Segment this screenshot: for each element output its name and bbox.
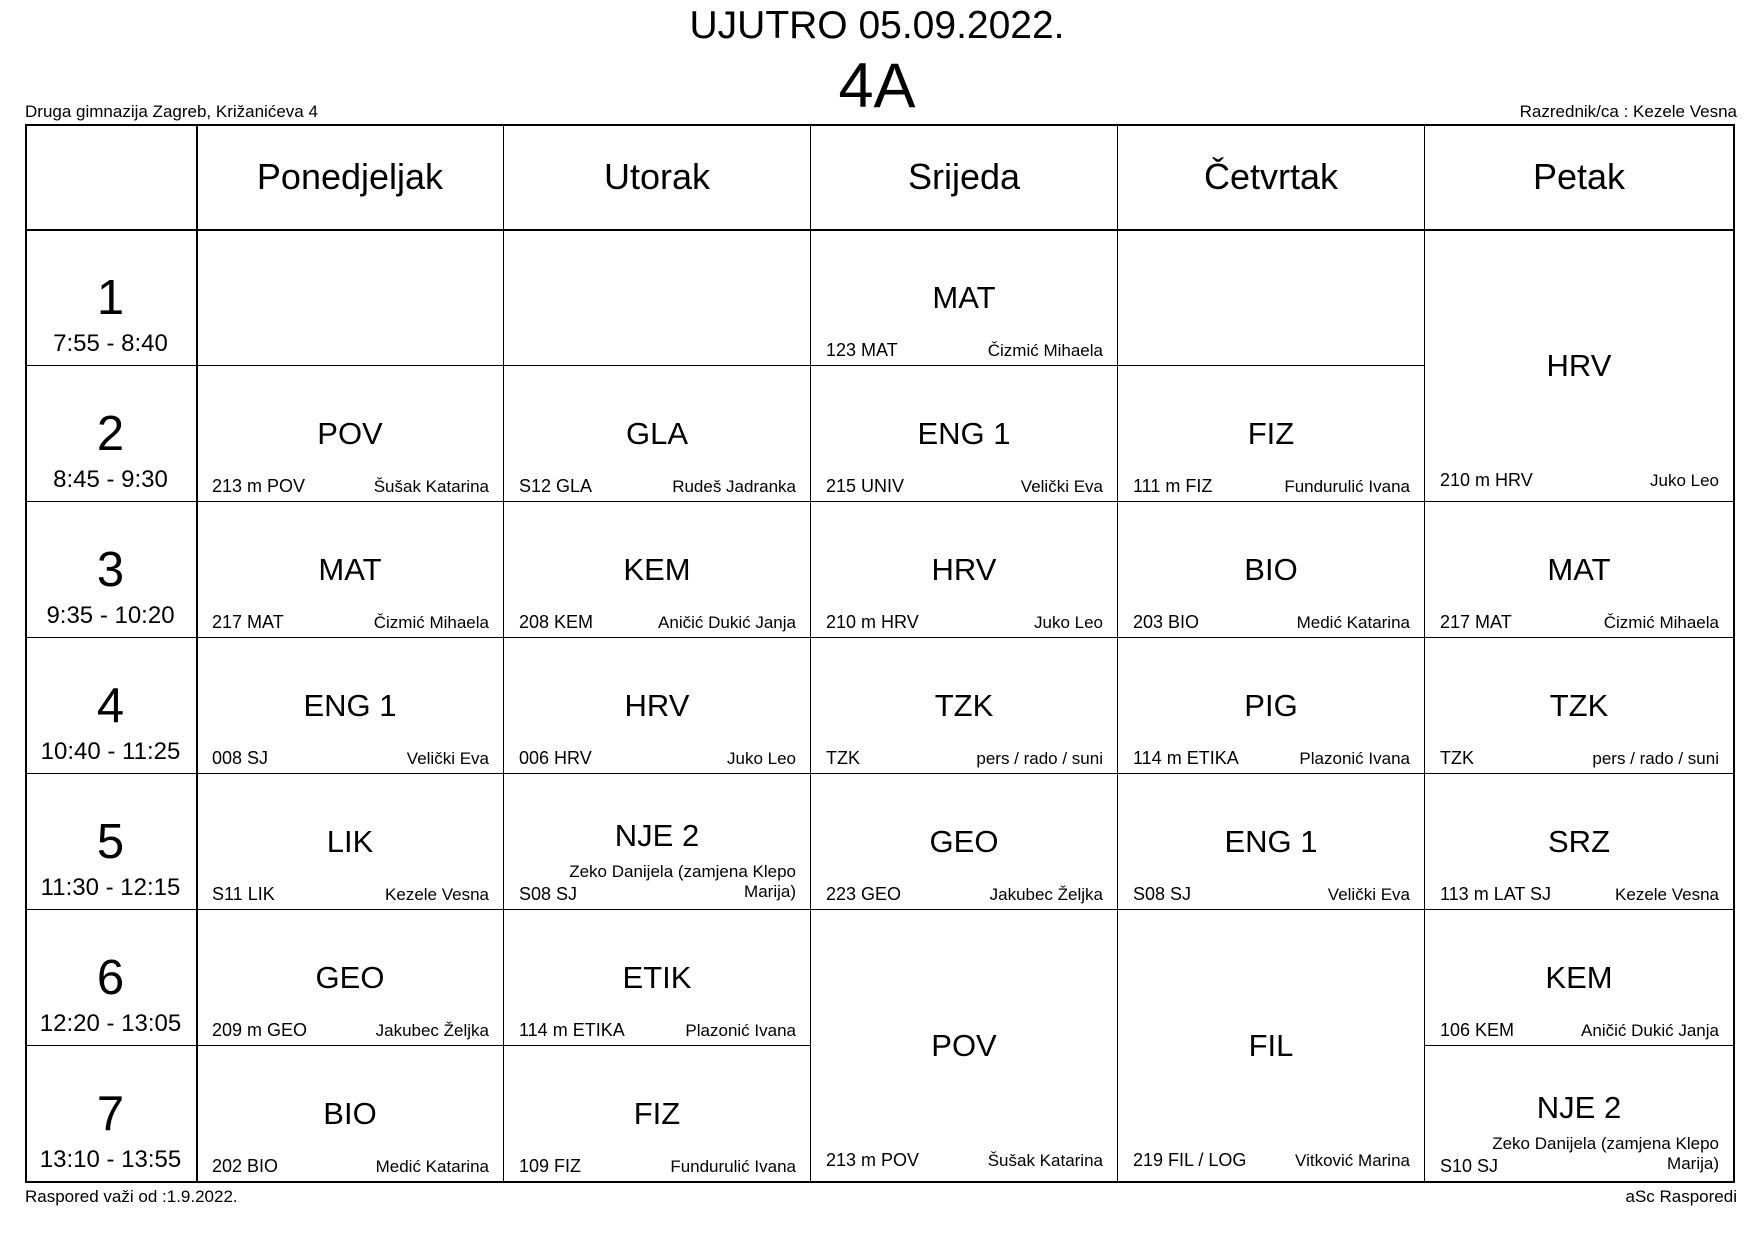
lesson-subject: GEO (929, 824, 999, 859)
lesson-subject: ENG 1 (303, 688, 397, 723)
lesson-teacher: Vitković Marina (1295, 1151, 1410, 1170)
valid-from-note: Raspored važi od :1.9.2022. (25, 1187, 238, 1206)
period-time: 7:55 - 8:40 (53, 330, 168, 357)
lesson-cell (504, 1046, 810, 1182)
lesson-cell (197, 502, 503, 638)
period-1 (25, 230, 196, 366)
lesson-cell (197, 774, 503, 910)
lesson-room: 123 MAT (826, 340, 898, 360)
lesson-room: 210 m HRV (826, 612, 919, 632)
homeroom-teacher: Razrednik/ca : Kezele Vesna (1519, 102, 1737, 121)
period-time: 11:30 - 12:15 (40, 874, 181, 901)
day-header-friday: Petak (1532, 156, 1626, 197)
lesson-room: S10 SJ (1440, 1156, 1499, 1176)
lesson-teacher: Velički Eva (1327, 885, 1410, 904)
lesson-subject: ENG 1 (1224, 824, 1318, 859)
lesson-teacher: Jakubec Željka (989, 885, 1103, 904)
lesson-subject: ENG 1 (917, 416, 1011, 451)
lesson-teacher: Velički Eva (406, 749, 489, 768)
class-name: 4A (838, 51, 916, 121)
period-number: 4 (96, 679, 125, 733)
lesson-subject: GEO (315, 960, 385, 995)
lesson-cell (504, 366, 810, 502)
period-7 (25, 1046, 196, 1182)
period-time: 10:40 - 11:25 (40, 738, 181, 765)
lesson-subject: TZK (934, 688, 994, 723)
lesson-room: S11 LIK (212, 884, 275, 904)
lesson-cell (811, 638, 1117, 774)
lesson-cell-double (1425, 230, 1733, 502)
lesson-teacher: Velički Eva (1020, 477, 1103, 496)
lesson-subject: KEM (1545, 960, 1613, 995)
lesson-subject: FIZ (633, 1096, 681, 1131)
lesson-subject: TZK (1549, 688, 1609, 723)
lesson-cell-empty (1118, 230, 1424, 366)
day-header-thursday: Četvrtak (1203, 156, 1339, 197)
lesson-room: 111 m FIZ (1133, 476, 1213, 496)
lesson-teacher: pers / rado / suni (1592, 749, 1719, 768)
lesson-subject: PIG (1244, 688, 1298, 723)
period-number: 3 (96, 543, 125, 597)
lesson-subject: BIO (323, 1096, 377, 1131)
lesson-subject: HRV (931, 552, 997, 587)
lesson-subject: FIZ (1247, 416, 1295, 451)
lesson-cell (1425, 1046, 1733, 1182)
lesson-room: 219 FIL / LOG (1133, 1150, 1247, 1170)
lesson-cell (197, 910, 503, 1046)
day-header-wednesday: Srijeda (907, 156, 1021, 197)
lesson-room: 209 m GEO (212, 1020, 308, 1040)
lesson-teacher: pers / rado / suni (976, 749, 1103, 768)
lesson-cell (504, 910, 810, 1046)
lesson-cell (197, 366, 503, 502)
lesson-room: 114 m ETIKA (1133, 748, 1239, 768)
lesson-room: 213 m POV (826, 1150, 920, 1170)
lesson-cell (504, 502, 810, 638)
period-4 (25, 638, 196, 774)
lesson-teacher: Čizmić Mihaela (987, 341, 1103, 360)
lesson-subject: POV (317, 416, 383, 451)
lesson-subject: MAT (318, 552, 382, 587)
lesson-teacher: Medić Katarina (1296, 613, 1410, 632)
lesson-teacher: Fundurulić Ivana (1284, 477, 1410, 496)
period-time: 13:10 - 13:55 (39, 1146, 182, 1173)
lesson-room: 008 SJ (212, 748, 269, 768)
lesson-subject: POV (931, 1028, 997, 1063)
lesson-room: TZK (1440, 748, 1474, 768)
lesson-teacher: Jakubec Željka (375, 1021, 489, 1040)
period-number: 5 (96, 815, 125, 869)
lesson-room: 113 m LAT SJ (1440, 884, 1552, 904)
lesson-subject: SRZ (1548, 824, 1610, 859)
lesson-room: 202 BIO (212, 1156, 279, 1176)
lesson-cell (1425, 910, 1733, 1046)
lesson-subject: ETIK (622, 960, 692, 995)
period-time: 12:20 - 13:05 (39, 1010, 182, 1037)
period-number: 1 (96, 271, 125, 325)
lesson-room: S12 GLA (519, 476, 593, 496)
lesson-teacher: Čizmić Mihaela (373, 613, 489, 632)
period-3 (25, 502, 196, 638)
lesson-room: S08 SJ (519, 884, 578, 904)
period-number: 7 (96, 1087, 125, 1141)
period-time: 9:35 - 10:20 (46, 602, 175, 629)
lesson-room: 109 FIZ (519, 1156, 582, 1176)
lesson-subject: MAT (932, 280, 996, 315)
lesson-cell (811, 502, 1117, 638)
lesson-teacher: Šušak Katarina (373, 477, 489, 496)
lesson-teacher: Zeko Danijela (zamjena Klepo Marija) (1492, 1134, 1719, 1173)
timetable (25, 124, 1735, 1183)
period-number: 2 (96, 407, 125, 461)
lesson-teacher: Zeko Danijela (zamjena Klepo Marija) (569, 862, 796, 901)
period-2 (25, 366, 196, 502)
lesson-subject: GLA (625, 416, 689, 451)
day-header-tuesday: Utorak (603, 156, 711, 197)
lesson-teacher: Plazonić Ivana (1299, 749, 1410, 768)
lesson-teacher: Aničić Dukić Janja (1581, 1021, 1719, 1040)
lesson-subject: LIK (326, 824, 374, 859)
lesson-cell (811, 366, 1117, 502)
lesson-room: 213 m POV (212, 476, 306, 496)
lesson-cell (1425, 638, 1733, 774)
lesson-room: 215 UNIV (826, 476, 905, 496)
lesson-cell (811, 774, 1117, 910)
lesson-subject: HRV (1546, 348, 1612, 383)
lesson-cell (1118, 366, 1424, 502)
lesson-subject: KEM (623, 552, 691, 587)
lesson-room: 208 KEM (519, 612, 594, 632)
period-5 (25, 774, 196, 910)
lesson-room: 106 KEM (1440, 1020, 1515, 1040)
lesson-subject: MAT (1547, 552, 1611, 587)
page-title: UJUTRO 05.09.2022. (689, 4, 1065, 47)
day-header-monday: Ponedjeljak (256, 156, 444, 197)
lesson-subject: FIL (1248, 1028, 1294, 1063)
lesson-subject: NJE 2 (1536, 1090, 1622, 1125)
lesson-room: 114 m ETIKA (519, 1020, 625, 1040)
lesson-room: S08 SJ (1133, 884, 1192, 904)
lesson-teacher: Aničić Dukić Janja (658, 613, 796, 632)
lesson-teacher: Šušak Katarina (987, 1151, 1103, 1170)
lesson-cell (1118, 502, 1424, 638)
lesson-cell (504, 638, 810, 774)
lesson-room: 217 MAT (1440, 612, 1512, 632)
period-time: 8:45 - 9:30 (53, 466, 168, 493)
period-number: 6 (96, 951, 125, 1005)
lesson-cell (1118, 774, 1424, 910)
lesson-cell-double (1118, 910, 1424, 1182)
lesson-teacher: Kezele Vesna (385, 885, 489, 904)
lesson-cell-double (811, 910, 1117, 1182)
lesson-room: 223 GEO (826, 884, 902, 904)
lesson-teacher: Medić Katarina (375, 1157, 489, 1176)
lesson-room: 210 m HRV (1440, 470, 1533, 490)
lesson-cell (811, 230, 1117, 366)
lesson-cell (1118, 638, 1424, 774)
school-name: Druga gimnazija Zagreb, Križanićeva 4 (25, 102, 318, 121)
lesson-teacher: Fundurulić Ivana (670, 1157, 796, 1176)
lesson-teacher: Juko Leo (727, 749, 796, 768)
lesson-subject: NJE 2 (614, 818, 700, 853)
lesson-cell (197, 1046, 503, 1182)
lesson-subject: HRV (624, 688, 690, 723)
lesson-room: 006 HRV (519, 748, 592, 768)
lesson-cell (504, 774, 810, 910)
lesson-teacher: Kezele Vesna (1615, 885, 1719, 904)
lesson-cell-empty (197, 230, 503, 366)
lesson-room: TZK (826, 748, 860, 768)
lesson-cell-empty (504, 230, 810, 366)
lesson-room: 203 BIO (1133, 612, 1200, 632)
period-6 (25, 910, 196, 1046)
lesson-teacher: Rudeš Jadranka (672, 477, 796, 496)
lesson-room: 217 MAT (212, 612, 284, 632)
software-credit: aSc Rasporedi (1625, 1187, 1737, 1206)
lesson-teacher: Čizmić Mihaela (1603, 613, 1719, 632)
lesson-teacher: Plazonić Ivana (685, 1021, 796, 1040)
lesson-teacher: Juko Leo (1650, 471, 1719, 490)
lesson-subject: BIO (1244, 552, 1298, 587)
lesson-cell (197, 638, 503, 774)
lesson-cell (1425, 502, 1733, 638)
lesson-teacher: Juko Leo (1034, 613, 1103, 632)
lesson-cell (1425, 774, 1733, 910)
